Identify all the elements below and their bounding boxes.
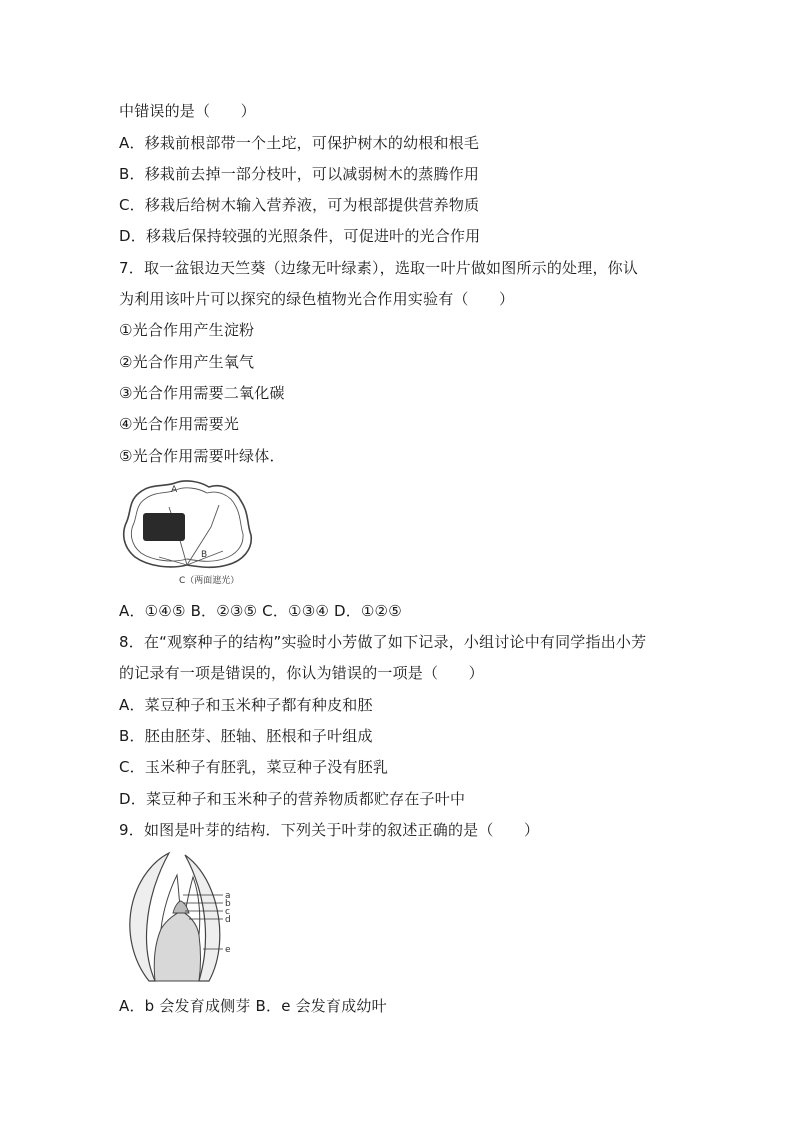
foil-cover: [143, 513, 185, 541]
label-bud-a: a: [225, 891, 231, 901]
label-a: A: [171, 485, 178, 495]
label-bud-e: e: [225, 945, 231, 955]
q8-option-d: D．菜豆种子和玉米种子的营养物质都贮存在子叶中: [119, 790, 466, 808]
q8-option-a: A．菜豆种子和玉米种子都有种皮和胚: [119, 696, 373, 714]
q6-option-c: C．移栽后给树木输入营养液，可为根部提供营养物质: [119, 196, 480, 214]
label-bud-b: b: [225, 899, 231, 909]
geranium-leaf-figure: [119, 477, 255, 589]
q6-option-a: A．移栽前根部带一个土坨，可保护树木的幼根和根毛: [119, 134, 480, 152]
q8-stem-line1: 8．在“观察种子的结构”实验时小芳做了如下记录，小组讨论中有同学指出小芳: [119, 633, 647, 651]
q8-option-c: C．玉米种子有胚乳，菜豆种子没有胚乳: [119, 758, 389, 776]
q7-answers: A．①④⑤ B．②③⑤ C．①③④ D．①②⑤: [119, 602, 402, 620]
q7-stem-line1: 7．取一盆银边天竺葵（边缘无叶绿素），选取一叶片做如图所示的处理，你认: [119, 259, 639, 277]
q7-item-4: ④光合作用需要光: [119, 415, 240, 433]
label-c: C（两面遮光）: [179, 576, 240, 586]
q7-item-2: ②光合作用产生氧气: [119, 353, 255, 371]
label-b: B: [201, 550, 208, 560]
q9-stem: 9．如图是叶芽的结构．下列关于叶芽的叙述正确的是（ ）: [119, 821, 540, 839]
bud-axis: [154, 911, 200, 981]
q7-item-1: ①光合作用产生淀粉: [119, 321, 255, 339]
leaf-bud-figure: [119, 851, 237, 985]
q9-answers: A．b 会发育成侧芽 B．e 会发育成幼叶: [119, 997, 387, 1015]
q6-stem-tail: 中错误的是（ ）: [119, 102, 256, 120]
q6-option-b: B．移栽前去掉一部分枝叶，可以减弱树木的蒸腾作用: [119, 165, 480, 183]
label-bud-c: c: [225, 907, 230, 917]
q8-option-b: B．胚由胚芽、胚轴、胚根和子叶组成: [119, 727, 373, 745]
q6-option-d: D．移栽后保持较强的光照条件，可促进叶的光合作用: [119, 227, 481, 245]
label-bud-d: d: [225, 915, 231, 925]
q8-stem-line2: 的记录有一项是错误的，你认为错误的一项是（ ）: [119, 664, 484, 682]
q7-item-5: ⑤光合作用需要叶绿体．: [119, 447, 285, 465]
q7-item-3: ③光合作用需要二氧化碳: [119, 384, 285, 402]
q7-stem-line2: 为利用该叶片可以探究的绿色植物光合作用实验有（ ）: [119, 290, 515, 308]
